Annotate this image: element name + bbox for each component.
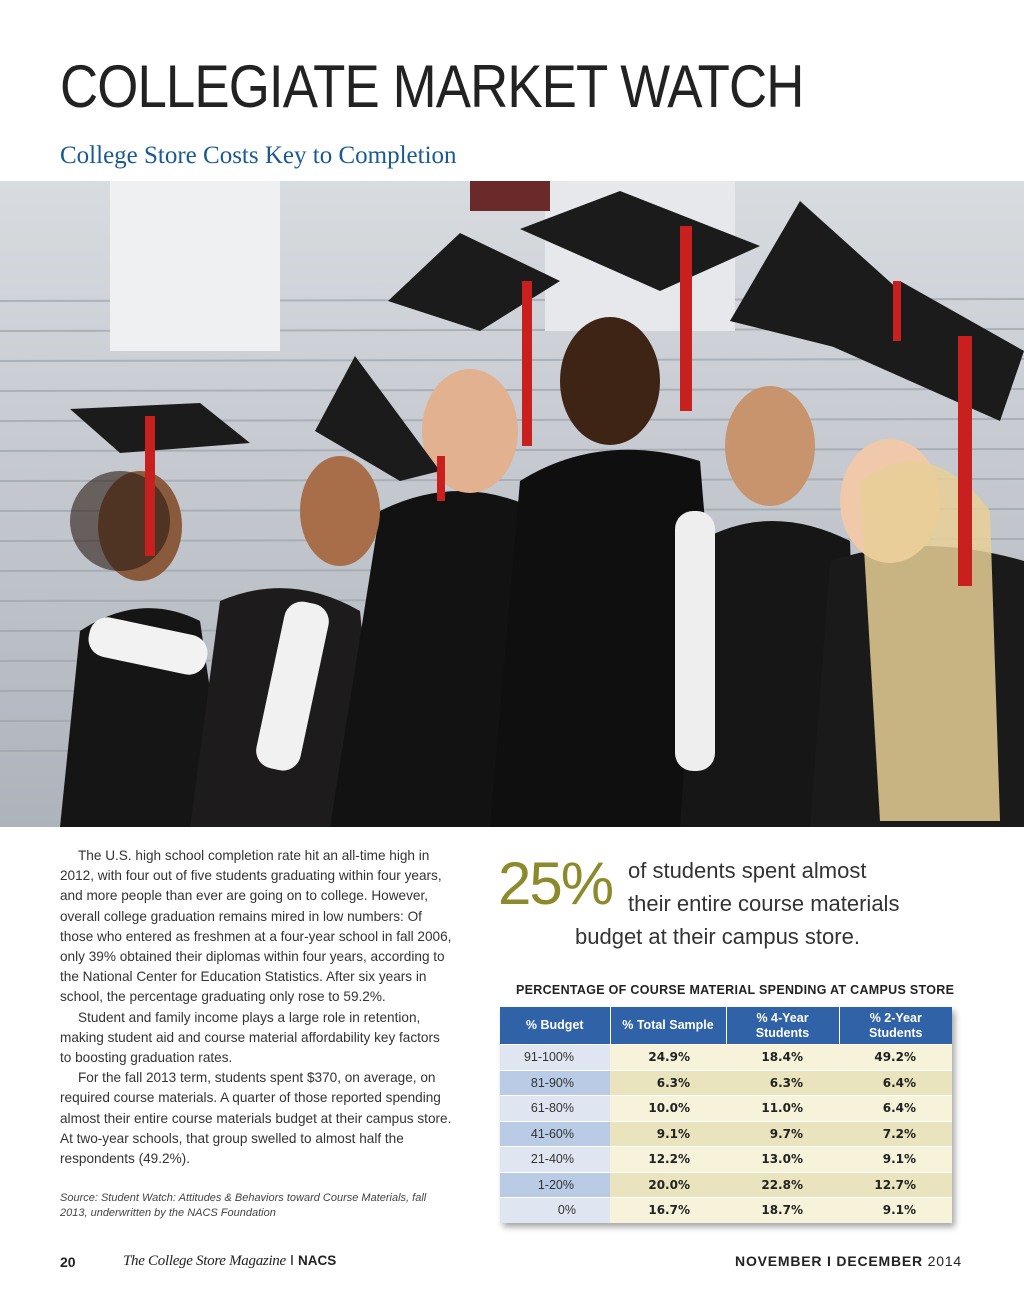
budget-cell: 61-80%: [500, 1096, 610, 1122]
value-cell: 9.1%: [839, 1198, 952, 1223]
magazine-credit: [123, 1252, 336, 1270]
value-cell: 7.2%: [839, 1121, 952, 1147]
value-cell: 6.4%: [839, 1096, 952, 1122]
value-cell: 6.3%: [610, 1070, 726, 1096]
magazine-name: The College Store Magazine: [123, 1253, 286, 1269]
section-title: COLLEGIATE MARKET WATCH: [60, 53, 804, 120]
budget-cell: 21-40%: [500, 1147, 610, 1173]
table-row: [500, 1147, 952, 1173]
budget-cell: 0%: [500, 1198, 610, 1223]
table-row: [500, 1045, 952, 1071]
value-cell: 18.7%: [726, 1198, 839, 1223]
column-header: % 4-Year Students: [726, 1007, 839, 1045]
budget-cell: 1-20%: [500, 1172, 610, 1198]
callout-line: their entire course materials: [628, 891, 900, 916]
value-cell: 11.0%: [726, 1096, 839, 1122]
value-cell: 16.7%: [610, 1198, 726, 1223]
source-note: Source: Student Watch: Attitudes & Behaviors toward Course Materials, fall 2013, underwritten by the NACS Foundation: [60, 1192, 427, 1219]
issue-months: NOVEMBER I DECEMBER: [735, 1253, 923, 1269]
value-cell: 12.2%: [610, 1147, 726, 1173]
spending-table: [500, 1007, 952, 1223]
publisher-name: NACS: [298, 1253, 337, 1268]
value-cell: 20.0%: [610, 1172, 726, 1198]
table-row: [500, 1096, 952, 1122]
article-title: College Store Costs Key to Completion: [60, 142, 457, 169]
value-cell: 22.8%: [726, 1172, 839, 1198]
paragraph: Student and family income plays a large role in retention, making student aid and course material affordability key factors to boosting graduation rates.: [60, 1009, 440, 1066]
value-cell: 24.9%: [610, 1045, 726, 1071]
paragraph: For the fall 2013 term, students spent $370, on average, on required course materials. A quarter of those reported spending almost their entire course materials budget at their campus store. At two-year schools, that group swelled to almost half the respondents (49.2%).: [60, 1070, 452, 1167]
callout-figure: 25%: [498, 850, 613, 917]
budget-cell: 41-60%: [500, 1121, 610, 1147]
issue-date: [735, 1253, 962, 1269]
value-cell: 9.7%: [726, 1121, 839, 1147]
table-row: [500, 1198, 952, 1223]
column-header: % Total Sample: [610, 1007, 726, 1045]
value-cell: 6.3%: [726, 1070, 839, 1096]
callout-line: budget at their campus store.: [575, 924, 860, 949]
table-header-row: [500, 1007, 952, 1045]
issue-year: 2014: [927, 1253, 962, 1269]
value-cell: 9.1%: [610, 1121, 726, 1147]
value-cell: 18.4%: [726, 1045, 839, 1071]
budget-cell: 81-90%: [500, 1070, 610, 1096]
value-cell: 6.4%: [839, 1070, 952, 1096]
table-row: [500, 1070, 952, 1096]
table-row: [500, 1121, 952, 1147]
page-number: 20: [60, 1254, 76, 1270]
graduates-photo: [0, 181, 1024, 827]
value-cell: 10.0%: [610, 1096, 726, 1122]
value-cell: 13.0%: [726, 1147, 839, 1173]
article-body: [60, 846, 452, 1169]
table-title: PERCENTAGE OF COURSE MATERIAL SPENDING AT CAMPUS STORE: [516, 983, 955, 997]
budget-cell: 91-100%: [500, 1045, 610, 1071]
column-header: % 2-Year Students: [839, 1007, 952, 1045]
value-cell: 49.2%: [839, 1045, 952, 1071]
value-cell: 12.7%: [839, 1172, 952, 1198]
value-cell: 9.1%: [839, 1147, 952, 1173]
table-row: [500, 1172, 952, 1198]
paragraph: The U.S. high school completion rate hit an all-time high in 2012, with four out of five students graduating within four years, and more people than ever are going on to college. However, overall college graduation remains mired in low numbers: Of those who entered as freshmen at a four-year school in fall 2006, only 39% obtained their diplomas within four years, according to the National Center for Education Statistics. After six years in school, the percentage graduating only rose to 59.2%.: [60, 848, 452, 1005]
separator: I: [289, 1252, 295, 1269]
column-header: % Budget: [500, 1007, 610, 1045]
callout-line: of students spent almost: [628, 858, 867, 883]
